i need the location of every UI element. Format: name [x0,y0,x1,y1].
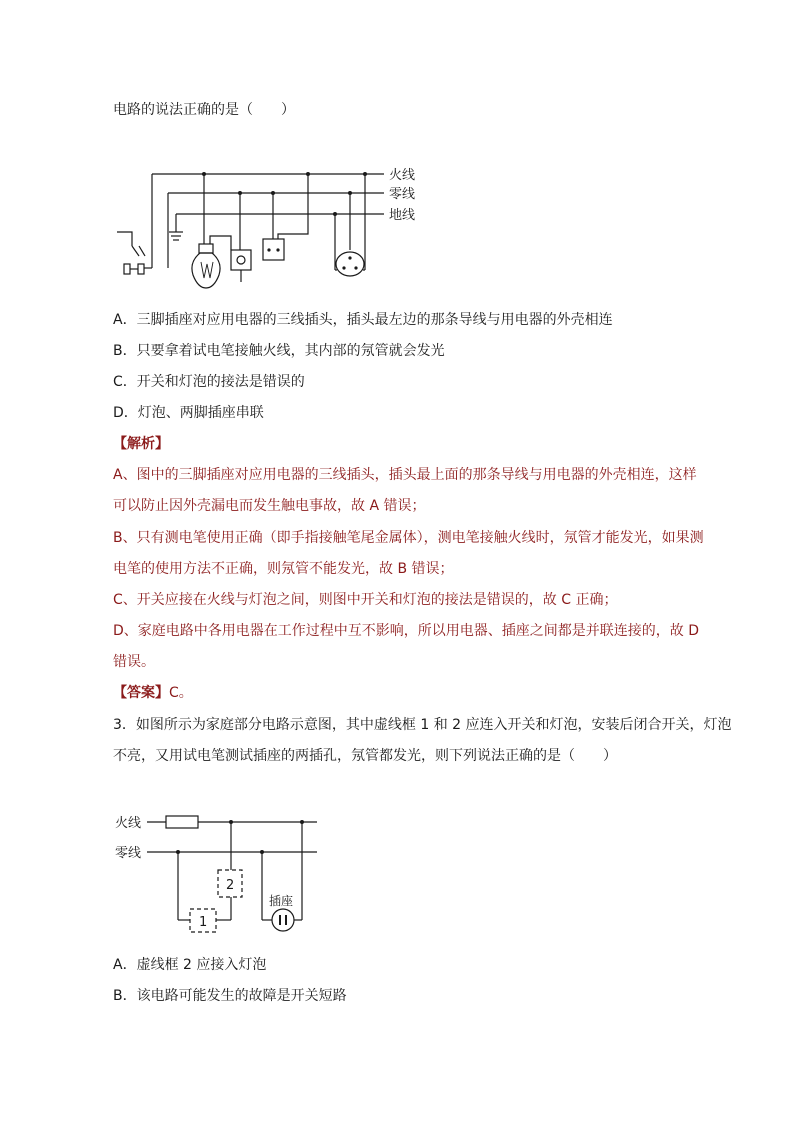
q2-option-b: B．只要拿着试电笔接触火线，其内部的氖管就会发光 [113,343,445,359]
answer-line [113,683,193,703]
analysis-label: 【解析】 [113,436,169,452]
answer-value: C。 [169,685,193,701]
q2-option-c: C．开关和灯泡的接法是错误的 [113,374,305,390]
analysis-line-5: C、开关应接在火线与灯泡之间，则图中开关和灯泡的接法是错误的，故 C 正确； [113,592,618,608]
q3-neutral-label: 零线 [115,846,142,861]
q3-option-b: B．该电路可能发生的故障是开关短路 [113,988,347,1004]
answer-label: 【答案】 [113,685,169,701]
analysis-line-1: A、图中的三脚插座对应用电器的三线插头，插头最上面的那条导线与用电器的外壳相连，这样 [113,467,697,483]
ground-wire-label: 地线 [389,208,416,223]
q2-circuit-figure [0,0,794,300]
analysis-line-3: B、只有测电笔使用正确（即手指接触笔尾金属体），测电笔接触火线时，氖管才能发光，如果测 [113,530,704,546]
socket-label: 插座 [269,894,294,908]
q2-stem-tail: 电路的说法正确的是（ ） [113,102,295,118]
q3-stem-line-2: 不亮，又用试电笔测试插座的两插孔，氖管都发光，则下列说法正确的是（ ） [113,748,617,764]
q2-option-a: A．三脚插座对应用电器的三线插头，插头最左边的那条导线与用电器的外壳相连 [113,312,613,328]
box-2-label: 2 [226,878,235,893]
q3-circuit-figure [0,780,794,950]
q3-option-a: A．虚线框 2 应接入灯泡 [113,957,267,973]
q2-option-d: D．灯泡、两脚插座串联 [113,405,264,421]
live-wire-label: 火线 [389,168,416,183]
analysis-line-6: D、家庭电路中各用电器在工作过程中互不影响，所以用电器、插座之间都是并联连接的，故 D [113,623,700,639]
neutral-wire-label: 零线 [389,187,416,202]
box-1-label: 1 [199,915,208,930]
analysis-line-4: 电笔的使用方法不正确，则氖管不能发光，故 B 错误； [113,561,454,577]
analysis-line-2: 可以防止因外壳漏电而发生触电事故，故 A 错误； [113,498,426,514]
q3-live-label: 火线 [115,816,142,831]
q3-stem-line-1: 3．如图所示为家庭部分电路示意图，其中虚线框 1 和 2 应连入开关和灯泡，安装后闭合开关，灯泡 [113,717,732,733]
analysis-line-7: 错误。 [113,654,155,670]
